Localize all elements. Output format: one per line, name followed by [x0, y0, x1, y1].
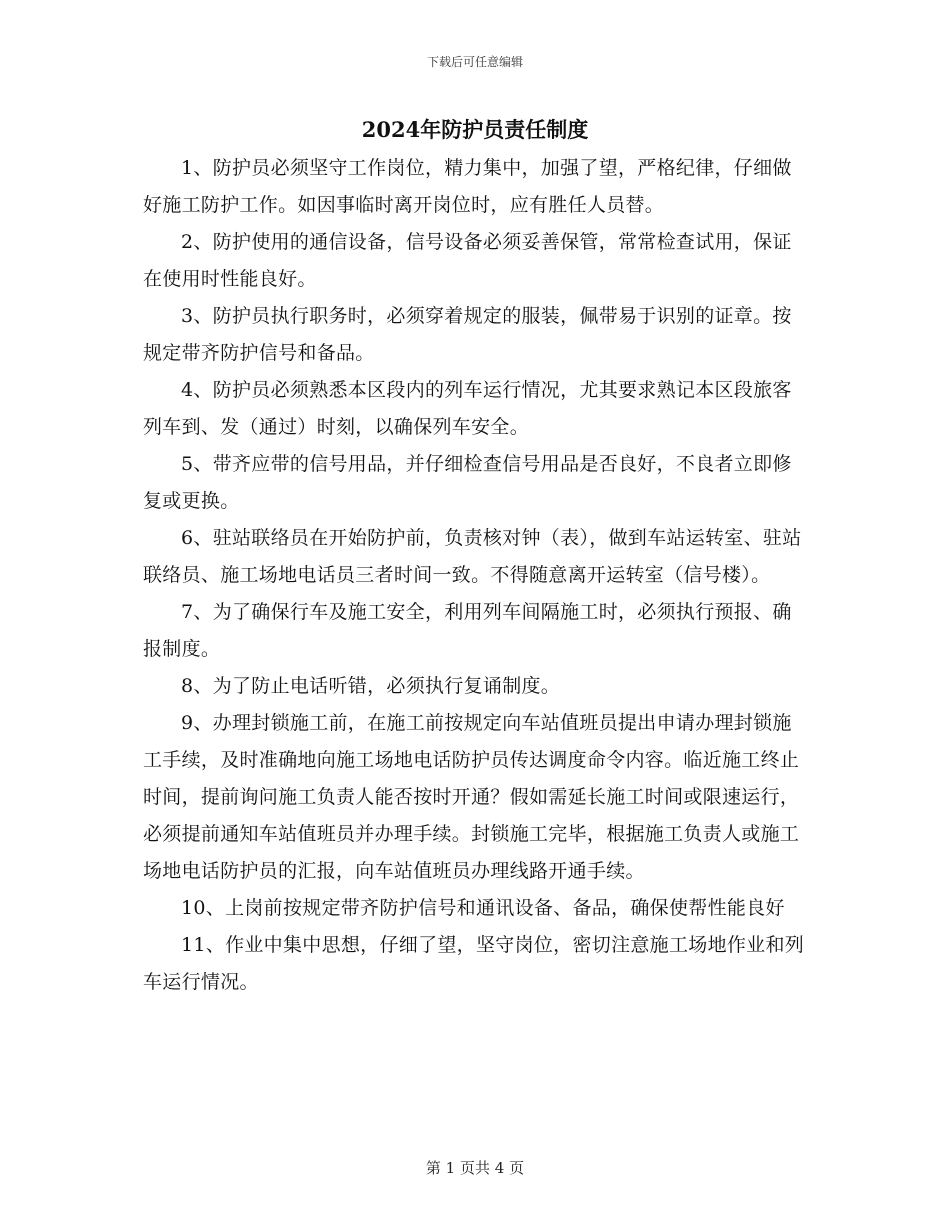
document-title: 2024年防护员责任制度	[361, 117, 589, 142]
paragraph-5: 5、带齐应带的信号用品，并仔细检查信号用品是否良好，不良者立即修复或更换。	[143, 453, 792, 512]
paragraph-10: 10、上岗前按规定带齐防护信号和通讯设备、备品，确保使帮性能良好	[181, 897, 785, 919]
paragraph-1: 1、防护员必须坚守工作岗位，精力集中，加强了望，严格纪律，仔细做好施工防护工作。如因事临时离开岗位时，应有胜任人员替。	[143, 157, 792, 216]
paragraph-2: 2、防护使用的通信设备，信号设备必须妥善保管，常常检查试用，保证在使用时性能良好。	[143, 231, 792, 290]
paragraph-3: 3、防护员执行职务时，必须穿着规定的服装，佩带易于识别的证章。按规定带齐防护信号和备品。	[143, 305, 792, 364]
paragraph-6: 6、驻站联络员在开始防护前，负责核对钟（表），做到车站运转室、驻站联络员、施工场地电话员三者时间一致。不得随意离开运转室（信号楼）。	[143, 527, 802, 586]
document-body	[143, 150, 808, 1001]
page-number: 第 1 页共 4 页	[425, 1159, 525, 1177]
paragraph-8: 8、为了防止电话听错，必须执行复诵制度。	[181, 675, 561, 697]
paragraph-11: 11、作业中集中思想，仔细了望，坚守岗位，密切注意施工场地作业和列车运行情况。	[143, 934, 805, 993]
header-note: 下载后可任意编辑	[426, 55, 523, 69]
paragraph-9: 9、办理封锁施工前，在施工前按规定向车站值班员提出申请办理封锁施工手续，及时准确地向施工场地电话防护员传达调度命令内容。临近施工终止时间，提前询问施工负责人能否按时开通？假如需延长施工时间或限速运行，必须提前通知车站值班员并办理手续。封锁施工完毕，根据施工负责人或施工场地电话防护员的汇报，向车站值班员办理线路开通手续。	[143, 712, 800, 882]
paragraph-7: 7、为了确保行车及施工安全，利用列车间隔施工时，必须执行预报、确报制度。	[143, 601, 792, 660]
paragraph-4: 4、防护员必须熟悉本区段内的列车运行情况，尤其要求熟记本区段旅客列车到、发（通过）时刻，以确保列车安全。	[143, 379, 792, 438]
